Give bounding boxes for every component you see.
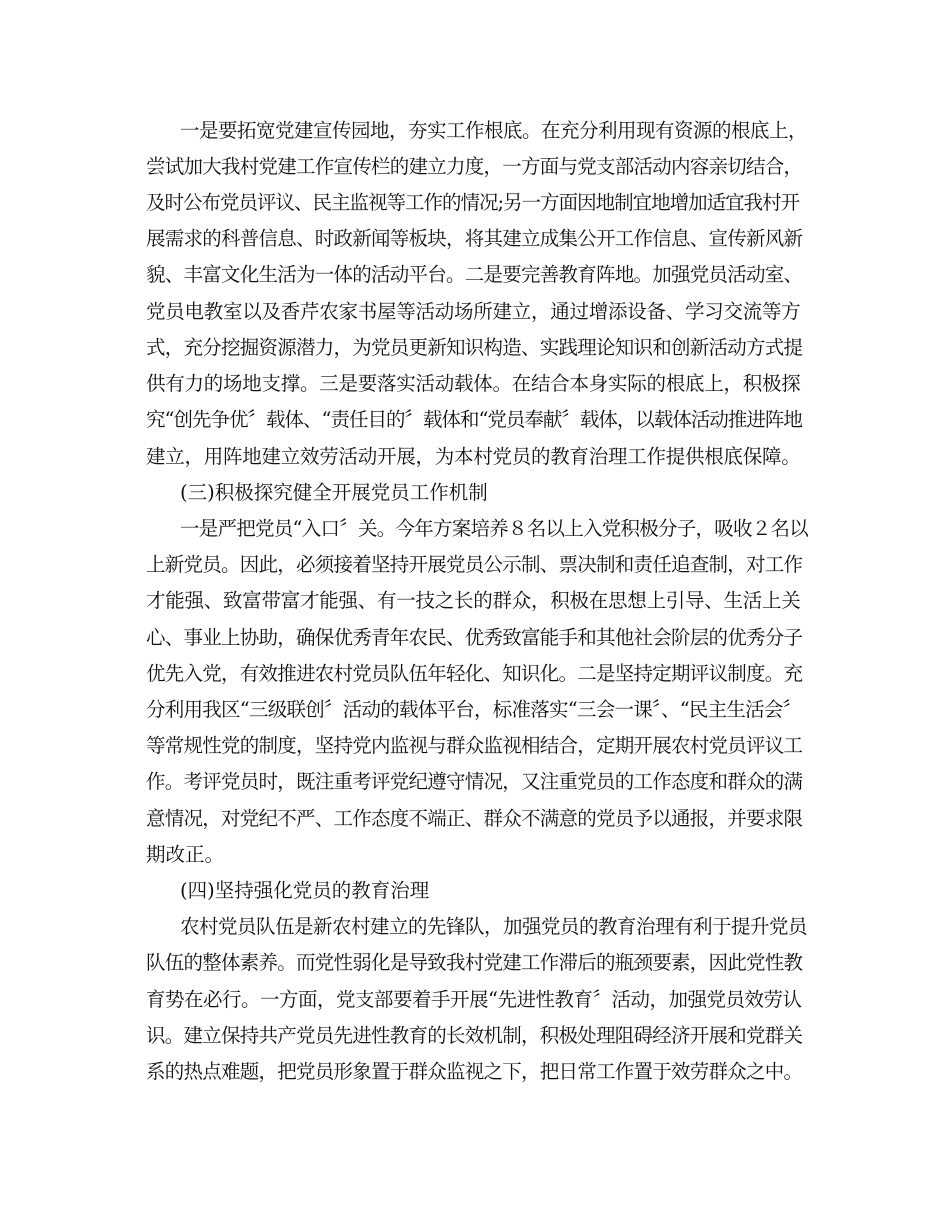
paragraph-line: 建立，用阵地建立效劳活动开展，为本村党员的教育治理工作提供根底保障。 (146, 445, 801, 468)
paragraph-line: 究“创先争优〞载体、“责任目的〞载体和“党员奉献〞载体，以载体活动推进阵地 (146, 408, 802, 431)
section-heading-3: (三)积极探究健全开展党员工作机制 (180, 481, 488, 504)
paragraph-line: 队伍的整体素养。而党性弱化是导致我村党建工作滞后的瓶颈要素，因此党性教 (146, 951, 803, 974)
paragraph-line: 分利用我区“三级联创〞活动的载体平台，标准落实“三会一课〞、“民主生活会〞 (146, 698, 802, 721)
section-heading-4: (四)坚持强化党员的教育治理 (180, 879, 430, 902)
paragraph-line: 育势在必行。一方面，党支部要着手开展“先进性教育〞活动，加强党员效劳认 (146, 988, 802, 1011)
paragraph-line: 尝试加大我村党建工作宣传栏的建立力度，一方面与党支部活动内容亲切结合， (146, 155, 803, 178)
paragraph-line: 展需求的科普信息、时政新闻等板块，将其建立成集公开工作信息、宣传新风新 (146, 227, 803, 250)
paragraph-line: 供有力的场地支撑。三是要落实活动载体。在结合本身实际的根底上，积极探 (146, 372, 801, 395)
paragraph-line: 期改正。 (146, 843, 225, 866)
paragraph-line: 党员电教室以及香芹农家书屋等活动场所建立，通过增添设备、学习交流等方 (146, 300, 801, 323)
paragraph-line: 上新党员。因此，必须接着坚持开展党员公示制、票决制和责任追查制，对工作 (146, 553, 803, 576)
paragraph-line: 系的热点难题，把党员形象置于群众监视之下，把日常工作置于效劳群众之中。 (146, 1060, 803, 1083)
paragraph-line: 意情况，对党纪不严、工作态度不端正、群众不满意的党员予以通报，并要求限 (146, 807, 803, 830)
paragraph-line: 识。建立保持共产党员先进性教育的长效机制，积极处理阻碍经济开展和党群关 (146, 1024, 803, 1047)
paragraph-line: 等常规性党的制度，坚持党内监视与群众监视相结合，定期开展农村党员评议工 (146, 734, 803, 757)
paragraph-line: 一是严把党员“入口〞关。今年方案培养８名以上入党积极分子，吸收２名以 (180, 517, 808, 540)
paragraph-line: 农村党员队伍是新农村建立的先锋队，加强党员的教育治理有利于提升党员 (180, 915, 808, 938)
paragraph-line: 才能强、致富带富才能强、有一技之长的群众，积极在思想上引导、生活上关 (146, 589, 801, 612)
paragraph-line: 貌、丰富文化生活为一体的活动平台。二是要完善教育阵地。加强党员活动室、 (146, 263, 803, 286)
paragraph-line: 及时公布党员评议、民主监视等工作的情况;另一方面因地制宜地增加适宜我村开 (146, 191, 800, 214)
paragraph-line: 优先入党，有效推进农村党员队伍年轻化、知识化。二是坚持定期评议制度。充 (146, 662, 803, 685)
paragraph-line: 作。考评党员时，既注重考评党纪遵守情况，又注重党员的工作态度和群众的满 (146, 770, 803, 793)
paragraph-line: 心、事业上协助，确保优秀青年农民、优秀致富能手和其他社会阶层的优秀分子 (146, 626, 803, 649)
paragraph-line: 一是要拓宽党建宣传园地，夯实工作根底。在充分利用现有资源的根底上， (180, 119, 808, 142)
paragraph-line: 式，充分挖掘资源潜力，为党员更新知识构造、实践理论知识和创新活动方式提 (146, 336, 803, 359)
